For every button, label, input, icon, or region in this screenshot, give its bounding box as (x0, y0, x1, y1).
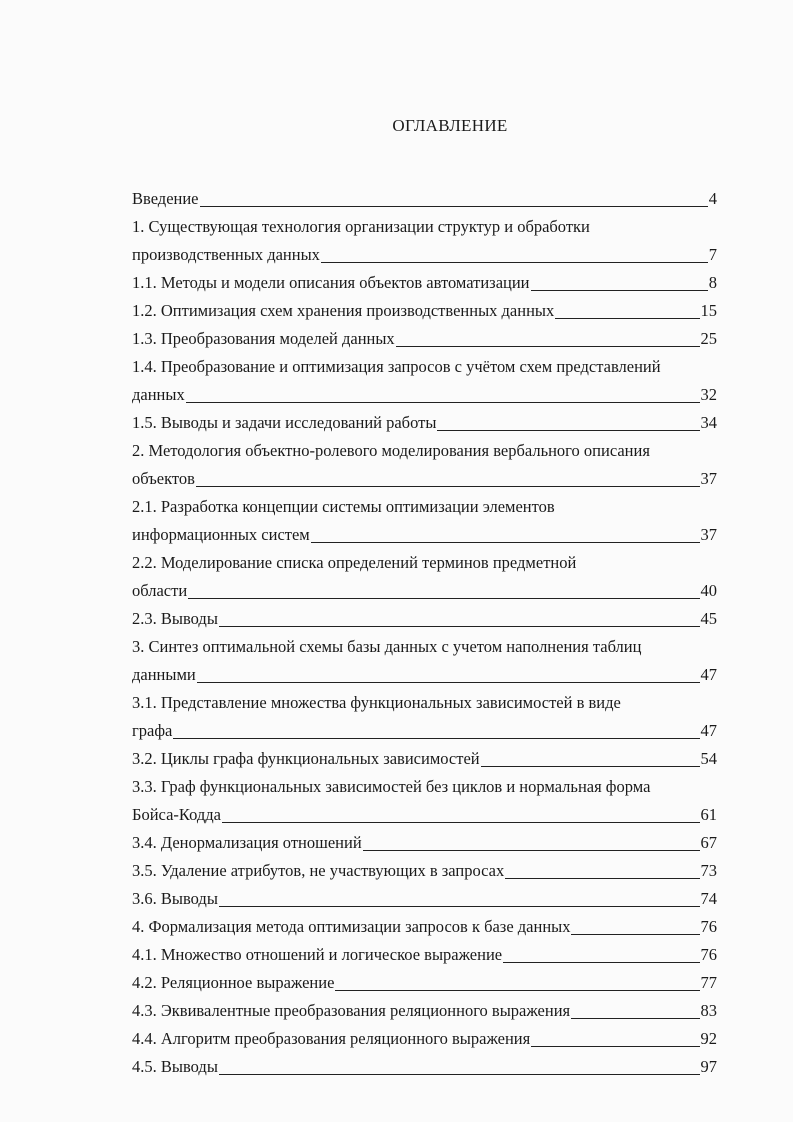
toc-entry (132, 269, 717, 297)
toc-entry-title: 1.5. Выводы и задачи исследований работы (132, 413, 437, 432)
toc-entry-page-number: 54 (700, 749, 717, 768)
toc-leader-line (197, 682, 700, 683)
toc-leader-line (219, 1074, 700, 1075)
toc-entry (132, 885, 717, 913)
toc-entry-title: 1. Существующая технология организации структур и обработки (132, 217, 590, 236)
toc-entry-title: 1.1. Методы и модели описания объектов автоматизации (132, 273, 530, 292)
toc-entry-page-number: 37 (700, 525, 717, 544)
toc-entry-page-number: 74 (700, 889, 717, 908)
toc-entry (132, 465, 717, 493)
toc-entry (132, 241, 717, 269)
table-of-contents (132, 185, 717, 1081)
toc-entry-title: 3.4. Денормализация отношений (132, 833, 362, 852)
toc-entry (132, 745, 717, 773)
toc-entry-page-number: 37 (700, 469, 717, 488)
toc-entry-page-number: 40 (700, 581, 717, 600)
toc-entry-page-number: 97 (700, 1057, 717, 1076)
toc-leader-line (219, 626, 700, 627)
toc-entry-title: 3.5. Удаление атрибутов, не участвующих в запросах (132, 861, 505, 880)
toc-entry-page-number: 45 (700, 609, 717, 628)
toc-entry-page-number: 61 (700, 805, 717, 824)
toc-entry-title: области (132, 581, 188, 600)
toc-entry (132, 717, 717, 745)
toc-entry (132, 773, 717, 801)
toc-leader-line (188, 598, 699, 599)
toc-entry (132, 577, 717, 605)
toc-entry (132, 913, 717, 941)
toc-entry-title: 3.1. Представление множества функциональных зависимостей в виде (132, 693, 621, 712)
toc-entry (132, 409, 717, 437)
toc-entry-title: 4.1. Множество отношений и логическое выражение (132, 945, 503, 964)
toc-leader-line (219, 906, 700, 907)
toc-entry (132, 661, 717, 689)
toc-entry-title: графа (132, 721, 173, 740)
toc-entry-page-number: 77 (700, 973, 717, 992)
toc-entry-title: данных (132, 385, 185, 404)
toc-entry-page-number: 73 (700, 861, 717, 880)
toc-leader-line (196, 486, 700, 487)
toc-entry-page-number: 76 (700, 945, 717, 964)
toc-entry-title: 4.3. Эквивалентные преобразования реляционного выражения (132, 1001, 571, 1020)
toc-entry-page-number: 47 (700, 665, 717, 684)
toc-entry-title: 1.2. Оптимизация схем хранения производственных данных (132, 301, 555, 320)
toc-leader-line (173, 738, 699, 739)
toc-entry-title: 2.1. Разработка концепции системы оптимизации элементов (132, 497, 555, 516)
toc-entry-page-number: 15 (700, 301, 717, 320)
toc-entry (132, 829, 717, 857)
toc-leader-line (571, 934, 699, 935)
toc-entry-title: объектов (132, 469, 195, 488)
toc-entry-page-number: 92 (700, 1029, 717, 1048)
toc-entry-title: Бойса-Кодда (132, 805, 221, 824)
toc-entry-title: информационных систем (132, 525, 310, 544)
toc-entry (132, 185, 717, 213)
toc-entry-page-number: 76 (700, 917, 717, 936)
toc-leader-line (571, 1018, 699, 1019)
toc-entry (132, 381, 717, 409)
toc-entry-page-number: 67 (700, 833, 717, 852)
toc-entry (132, 549, 717, 577)
toc-entry-page-number: 7 (708, 245, 717, 264)
toc-entry-page-number: 25 (700, 329, 717, 348)
toc-entry-title: 4.5. Выводы (132, 1057, 218, 1076)
toc-entry-title: 1.4. Преобразование и оптимизация запросов с учётом схем представлений (132, 357, 661, 376)
toc-entry-title: 4.2. Реляционное выражение (132, 973, 335, 992)
toc-entry (132, 689, 717, 717)
toc-entry (132, 437, 717, 465)
toc-entry (132, 1053, 717, 1081)
toc-entry (132, 325, 717, 353)
toc-entry-title: 3. Синтез оптимальной схемы базы данных с учетом наполнения таблиц (132, 637, 642, 656)
toc-entry (132, 213, 717, 241)
toc-entry (132, 605, 717, 633)
toc-entry-title: 2.3. Выводы (132, 609, 218, 628)
toc-entry-title: данными (132, 665, 196, 684)
toc-entry-title: 4.4. Алгоритм преобразования реляционного выражения (132, 1029, 531, 1048)
toc-leader-line (396, 346, 700, 347)
toc-entry-title: производственных данных (132, 245, 320, 264)
toc-entry (132, 801, 717, 829)
toc-leader-line (437, 430, 699, 431)
toc-entry-title: 3.3. Граф функциональных зависимостей без циклов и нормальная форма (132, 777, 651, 796)
toc-entry (132, 997, 717, 1025)
toc-entry-page-number: 47 (700, 721, 717, 740)
toc-leader-line (222, 822, 700, 823)
toc-entry (132, 633, 717, 661)
toc-leader-line (335, 990, 699, 991)
toc-leader-line (531, 1046, 699, 1047)
toc-entry (132, 1025, 717, 1053)
toc-entry (132, 969, 717, 997)
toc-entry-title: Введение (132, 189, 199, 208)
toc-entry (132, 297, 717, 325)
toc-entry-page-number: 32 (700, 385, 717, 404)
toc-entry (132, 353, 717, 381)
toc-entry-title: 1.3. Преобразования моделей данных (132, 329, 395, 348)
toc-entry-title: 4. Формализация метода оптимизации запросов к базе данных (132, 917, 571, 936)
page-title: ОГЛАВЛЕНИЕ (392, 116, 508, 135)
toc-entry (132, 493, 717, 521)
toc-entry-title: 3.6. Выводы (132, 889, 218, 908)
toc-leader-line (555, 318, 699, 319)
toc-entry-page-number: 8 (708, 273, 717, 292)
toc-leader-line (321, 262, 708, 263)
toc-entry (132, 941, 717, 969)
toc-entry-page-number: 83 (700, 1001, 717, 1020)
toc-leader-line (503, 962, 699, 963)
toc-leader-line (200, 206, 708, 207)
toc-entry (132, 857, 717, 885)
toc-entry-title: 2. Методология объектно-ролевого моделирования вербального описания (132, 441, 650, 460)
toc-entry-title: 2.2. Моделирование списка определений терминов предметной (132, 553, 577, 572)
toc-entry-page-number: 4 (708, 189, 717, 208)
toc-leader-line (505, 878, 699, 879)
toc-entry-title: 3.2. Циклы графа функциональных зависимостей (132, 749, 480, 768)
toc-entry (132, 521, 717, 549)
toc-leader-line (186, 402, 700, 403)
toc-leader-line (481, 766, 700, 767)
toc-leader-line (531, 290, 708, 291)
toc-leader-line (311, 542, 700, 543)
toc-leader-line (363, 850, 700, 851)
toc-entry-page-number: 34 (700, 413, 717, 432)
